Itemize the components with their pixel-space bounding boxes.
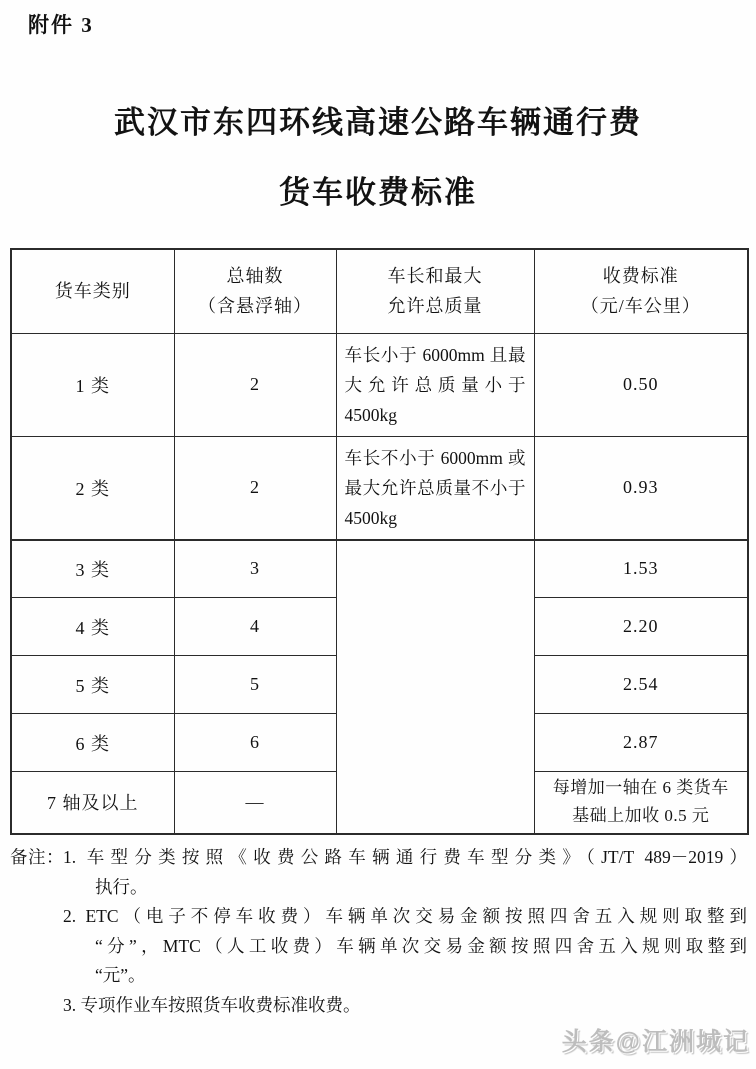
header-text: 货车类别 [54,281,131,302]
rate-line-2: 基础上加收 0.5 元 [572,806,710,826]
title-line-2: 货车收费标准 [279,175,477,210]
note-item-1 [63,843,747,902]
note-item-3 [63,991,747,1021]
table-row [11,333,748,436]
table-header-row [11,249,748,333]
spec-cell: 车长小于 6000mm 且最大允许总质量小于 4500kg [336,333,534,436]
attachment-label: 附件 3 [28,13,94,37]
header-text: 收费标准 [602,266,679,287]
category-cell: 1 类 [11,333,174,436]
category-cell: 6 类 [11,714,174,772]
spec-cell: 车长不小于 6000mm 或最大允许总质量不小于 4500kg [336,436,534,540]
rate-line-1: 每增加一轴在 6 类货车 [552,778,729,798]
axles-cell: 2 [174,333,336,436]
table-row [11,540,748,598]
axles-cell: 3 [174,540,336,598]
rate-cell: 2.87 [534,714,748,772]
header-length-mass [336,249,534,333]
note-line: 1. 车型分类按照《收费公路车辆通行费车型分类》（JT/T 489－2019） [63,847,747,867]
header-text: 总轴数 [226,266,284,287]
note-line: “元”。 [95,965,146,985]
truck-toll-fee-table [10,248,749,835]
category-cell: 3 类 [11,540,174,598]
watermark-text: 头条@江洲城记 [561,1028,750,1056]
category-cell: 7 轴及以上 [11,772,174,834]
axles-cell: 2 [174,436,336,540]
header-text: 允许总质量 [387,296,483,317]
note-line: 2. ETC（电子不停车收费）车辆单次交易金额按照四舍五入规则取整到 [63,906,747,926]
header-total-axles [174,249,336,333]
rate-cell: 0.50 [534,333,748,436]
header-rate [534,249,748,333]
title-line-1: 武汉市东四环线高速公路车辆通行费 [114,105,642,140]
document-title [0,88,756,228]
header-truck-category [11,249,174,333]
notes-body [10,843,747,1020]
spec-merged-cell [336,540,534,834]
axles-cell: — [174,772,336,834]
header-text: （元/车公里） [580,296,701,317]
axles-cell: 5 [174,656,336,714]
rate-cell: 2.54 [534,656,748,714]
rate-cell: 0.93 [534,436,748,540]
category-cell: 5 类 [11,656,174,714]
header-text: 车长和最大 [387,266,483,287]
notes-section [10,843,747,1020]
header-text: （含悬浮轴） [198,296,312,317]
rate-cell: 1.53 [534,540,748,598]
axles-cell: 4 [174,598,336,656]
rate-cell [534,772,748,834]
note-line: 执行。 [95,876,148,897]
table-row [11,436,748,540]
note-line: “分”，MTC（人工收费）车辆单次交易金额按照四舍五入规则取整到 [95,935,747,956]
note-line: 3. 专项作业车按照货车收费标准收费。 [63,994,361,1015]
category-cell: 2 类 [11,436,174,540]
category-cell: 4 类 [11,598,174,656]
notes-label: 备注： [10,847,64,867]
rate-cell: 2.20 [534,598,748,656]
note-item-2 [63,902,747,991]
axles-cell: 6 [174,714,336,772]
